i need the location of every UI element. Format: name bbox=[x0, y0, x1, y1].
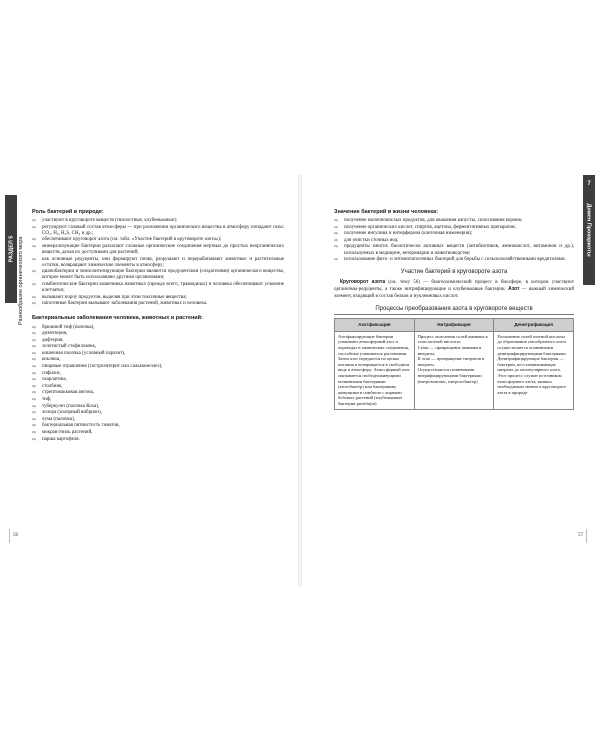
nitrogen-cycle-subtitle: Участие бактерий в круговороте азота bbox=[400, 269, 508, 276]
list-item: ⇨ регулируют газовый состав атмосферы — при разложении органического вещества в атмосферу попадают газы: CO₂, H₂, H₂S, CH₄ и др.; bbox=[32, 225, 284, 237]
list-item: ⇨ брюшной тиф (палочка), bbox=[32, 325, 284, 331]
right-page bbox=[302, 175, 595, 587]
table-header-row bbox=[335, 318, 574, 331]
bacteria-significance-list bbox=[334, 218, 574, 263]
list-item: ⇨ получение инсулина и интерферона (клеточная инженерия); bbox=[334, 231, 574, 237]
bacteria-role-list bbox=[32, 218, 284, 307]
table-cell: Процесс окисления солей аммиака в соли азотной кислоты: I этап — превращение аммиака в нитриты; II этап — превращение нитритов в нитраты. Осуществляется почвенными нитрифицирующими бактериями (нитрозомонас, нитрозобактер) bbox=[414, 331, 494, 409]
list-item: ⇨ мокрая гниль растений, bbox=[32, 430, 284, 436]
bacteria-role-heading: Роль бактерий в природе: bbox=[32, 209, 104, 215]
left-section-tab bbox=[5, 195, 17, 303]
list-item: ⇨ получение органических кислот, спиртов, ацетона, ферментативных препаратов; bbox=[334, 225, 574, 231]
list-item: ⇨ дифтерия, bbox=[32, 338, 284, 344]
list-item: ⇨ тиф, bbox=[32, 397, 284, 403]
chapter-number: 7 bbox=[587, 181, 591, 187]
list-item: ⇨ бактериальная пятнистость томатов, bbox=[32, 423, 284, 429]
nitrogen-process-table bbox=[334, 318, 574, 410]
term-nitrogen: Азот bbox=[508, 286, 520, 293]
list-item: ⇨ продуценты многих биологически активных веществ (антибиотиков, аминокислот, витаминов и др.), используемых в медицине, ветеринарии и животноводстве; bbox=[334, 244, 574, 256]
list-item: ⇨ вызывают порчу продуктов, выделяя при этом токсичные вещества; bbox=[32, 295, 284, 301]
list-item: ⇨ сифилис, bbox=[32, 371, 284, 377]
diseases-list bbox=[32, 325, 284, 443]
table-row bbox=[335, 331, 574, 409]
page-number-rule bbox=[9, 529, 10, 543]
left-page bbox=[5, 175, 298, 587]
column-header: Денитрификация bbox=[494, 318, 574, 331]
table-cell: Азотфиксирующие бактерии усваивают атмосферный азот и переводят в химические соединения, способные усваиваться растениями. Затем азот передается по цепям питания и возвращается в свободном виде в атмосферу. Атмосферный азот связывается свободноживущими почвенными бактериями (азотобактер) или бактериями, живущими в симбиозе с корнями бобовых растений (клубеньковые бактерии ризобиум) bbox=[335, 331, 415, 409]
list-item: ⇨ чума (палочка), bbox=[32, 417, 284, 423]
term-nitrogen-cycle: Круговорот азота bbox=[340, 279, 386, 286]
list-item: ⇨ минерализующие бактерии разлагают сложные органические соединения мертвых до простых неорганических веществ, делая их доступными для растений; bbox=[32, 244, 284, 256]
paragraph-text: — важный химический элемент, входящий в состав белков и нуклеиновых кислот. bbox=[334, 287, 574, 299]
list-item: ⇨ холера (холерный вибрион), bbox=[32, 410, 284, 416]
paragraph-text: (см. тему 56) — биогеохимический процесс в биосфере, в котором участвуют организмы-редуценты, а также нитрифицирующие и клубеньковые бактерии. bbox=[334, 280, 574, 293]
right-chapter-tab bbox=[583, 175, 595, 285]
column-header: Азотфиксация bbox=[335, 318, 415, 331]
list-item: ⇨ парша картофеля. bbox=[32, 437, 284, 443]
left-tab-label: РАЗДЕЛ 5 bbox=[8, 235, 15, 263]
list-item: ⇨ получение молочнокислых продуктов, для квашения капусты, силосования кормов; bbox=[334, 218, 574, 224]
table-title: Процессы преобразования азота в круговороте веществ bbox=[334, 306, 574, 315]
page-number: 56 bbox=[13, 533, 18, 538]
bacteria-significance-heading: Значение бактерий в жизни человека: bbox=[334, 209, 439, 215]
list-item: ⇨ коклюш, bbox=[32, 357, 284, 363]
page-number-rule bbox=[586, 529, 587, 543]
list-item: ⇨ для очистки сточных вод; bbox=[334, 238, 574, 244]
list-item: ⇨ симбиотические бактерии кишечника животных (прежде всего, травоядных) и человека обеспечивают усвоение клетчатки; bbox=[32, 282, 284, 294]
right-content bbox=[334, 209, 574, 410]
diseases-heading: Бактериальные заболевания человека, животных и растений: bbox=[32, 315, 203, 322]
list-item: ⇨ туберкулез (палочка Коха), bbox=[32, 404, 284, 410]
table-cell: Разложение солей азотной кислоты до образования газообразного азота осуществляется почвенными денитрифицирующими бактериями. Денитрифицирующие бактерии — бактерии, восстанавливающие нитраты до молекулярного азота. Этот процесс служит источником атмосферного азота, являясь необходимым звеном в круговороте азота в природе bbox=[494, 331, 574, 409]
book-spread bbox=[0, 175, 600, 587]
list-item: ⇨ как основные редуценты, они формируют почву, разрушают и перерабатывают животные и растительные остатки, возвращают химические элементы в атмосферу; bbox=[32, 257, 284, 269]
list-item: ⇨ стрептококковая ангина, bbox=[32, 390, 284, 396]
list-item: ⇨ кишечная палочка (условный паразит), bbox=[32, 351, 284, 357]
list-item: ⇨ использование фито- и энтомопатогенных бактерий для борьбы с сельскохозяйственными вредителями. bbox=[334, 257, 574, 263]
nitrogen-cycle-paragraph bbox=[334, 279, 574, 299]
list-item: ⇨ патогенные бактерии вызывают заболевания растений, животных и человека. bbox=[32, 301, 284, 307]
list-item: ⇨ цианобактерии и хемосинтезирующие бактерии являются продуцентами (создателями) органического вещества, которое может быть использовано другими организмами; bbox=[32, 269, 284, 281]
list-item: ⇨ дизентерия, bbox=[32, 331, 284, 337]
list-item: ⇨ участвуют в круговороте веществ (гнилостные, клубеньковые); bbox=[32, 218, 284, 224]
page-number: 57 bbox=[578, 533, 583, 538]
list-item: ⇨ скарлатина, bbox=[32, 377, 284, 383]
chapter-title: Домен Прокариоты bbox=[586, 203, 592, 257]
column-header: Нитрификация bbox=[414, 318, 494, 331]
list-item: ⇨ столбняк, bbox=[32, 384, 284, 390]
list-item: ⇨ золотистый стафилококк, bbox=[32, 344, 284, 350]
left-content bbox=[32, 209, 284, 443]
list-item: ⇨ пищевые отравления (гастроэнтерит или сальмонеллез), bbox=[32, 364, 284, 370]
left-side-caption: Разнообразие органического мира bbox=[18, 236, 24, 325]
list-item: ⇨ обеспечивают круговорот азота (см. табл. «Участие бактерий в круговороте азота»); bbox=[32, 237, 284, 243]
